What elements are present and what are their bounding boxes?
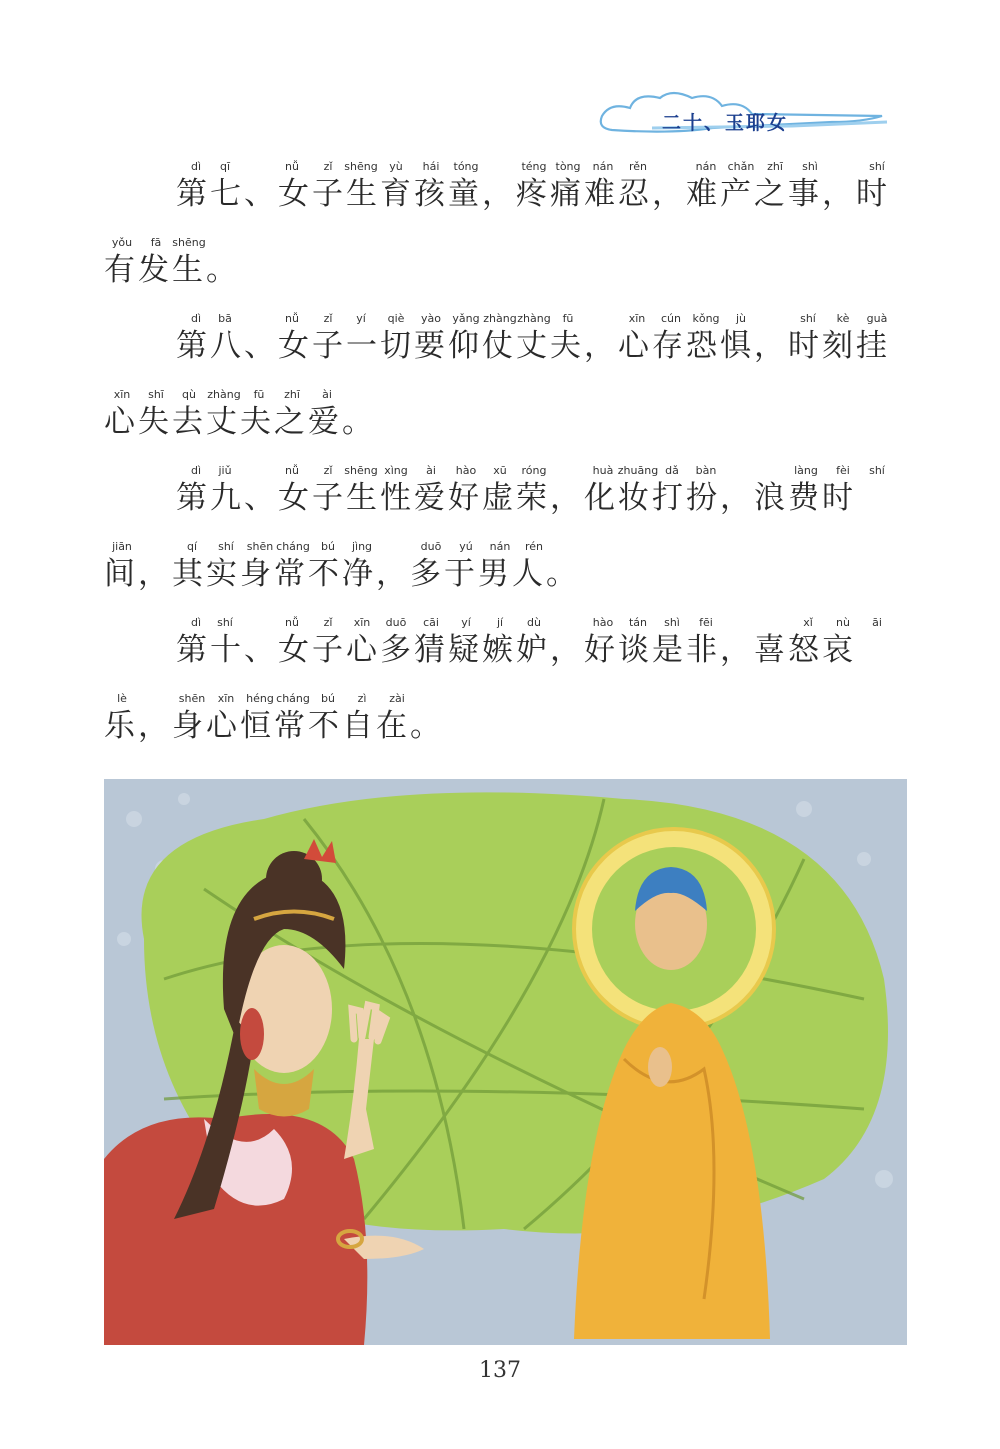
hanzi-line: 心失去丈夫之爱。	[104, 404, 376, 440]
pinyin-syllable: shēng	[344, 464, 378, 477]
pinyin-syllable: kè	[836, 312, 850, 325]
pinyin-syllable: guà	[866, 312, 888, 325]
pinyin-syllable: rěn	[628, 160, 648, 173]
pinyin-syllable: nán	[695, 160, 717, 173]
text-line	[0, 540, 1000, 600]
pinyin-syllable: shēn	[178, 692, 206, 705]
text-line	[0, 160, 1000, 220]
pinyin-syllable: shī	[148, 388, 164, 401]
pinyin-syllable: dǎ	[665, 464, 679, 477]
pinyin-syllable: qī	[219, 160, 231, 173]
chapter-title: 二十、玉耶女	[662, 112, 789, 134]
pinyin-syllable: shí	[218, 540, 234, 553]
pinyin-syllable: shí	[217, 616, 233, 629]
pinyin-syllable: làng	[794, 464, 818, 477]
pinyin-syllable: qù	[182, 388, 196, 401]
pinyin-syllable: jù	[735, 312, 747, 325]
pinyin-syllable: rén	[524, 540, 544, 553]
pinyin-syllable: zì	[357, 692, 367, 705]
pinyin-syllable: zǐ	[323, 312, 333, 325]
pinyin-syllable: jìng	[351, 540, 373, 553]
pinyin-syllable: yí	[356, 312, 366, 325]
illustration	[104, 779, 907, 1345]
pinyin-syllable: zhàng	[517, 312, 551, 325]
pinyin-syllable: xǐ	[803, 616, 813, 629]
pinyin-syllable: shēng	[344, 160, 378, 173]
pinyin-syllable: bú	[321, 692, 335, 705]
pinyin-syllable: jiǔ	[218, 464, 232, 477]
pinyin-syllable: tòng	[555, 160, 581, 173]
pinyin-syllable: dì	[190, 160, 202, 173]
pinyin-syllable: héng	[246, 692, 274, 705]
pinyin-syllable: shí	[800, 312, 816, 325]
pinyin-syllable: xīn	[113, 388, 131, 401]
pinyin-syllable: bā	[218, 312, 232, 325]
text-line	[0, 312, 1000, 372]
pinyin-syllable: yǎng	[452, 312, 480, 325]
pinyin-syllable: qí	[186, 540, 198, 553]
pinyin-syllable: hào	[455, 464, 477, 477]
pinyin-syllable: qiè	[387, 312, 405, 325]
pinyin-syllable: zhī	[767, 160, 783, 173]
hanzi-line: 间，其实身常不净，多于男人。	[104, 556, 580, 592]
hanzi-line: 乐，身心恒常不自在。	[104, 708, 444, 744]
pinyin-syllable: fū	[253, 388, 265, 401]
pinyin-syllable: shēng	[172, 236, 206, 249]
pinyin-syllable: jí	[496, 616, 504, 629]
pinyin-syllable: zhàng	[483, 312, 517, 325]
pinyin-syllable: duō	[385, 616, 407, 629]
pinyin-syllable: dì	[190, 464, 202, 477]
pinyin-syllable: yǒu	[111, 236, 133, 249]
pinyin-syllable: nù	[836, 616, 850, 629]
text-line	[0, 616, 1000, 676]
pinyin-syllable: shí	[869, 464, 885, 477]
hanzi-line: 第九、女子生性爱好虚荣，化妆打扮，浪费时	[176, 480, 856, 516]
pinyin-syllable: zhī	[284, 388, 300, 401]
pinyin-syllable: kǒng	[692, 312, 720, 325]
pinyin-syllable: yù	[389, 160, 403, 173]
pinyin-syllable: jiān	[112, 540, 132, 553]
pinyin-syllable: xìng	[384, 464, 408, 477]
pinyin-syllable: fū	[562, 312, 574, 325]
pinyin-syllable: ài	[426, 464, 436, 477]
pinyin-syllable: cháng	[276, 692, 310, 705]
text-line	[0, 388, 1000, 448]
pinyin-syllable: nǚ	[285, 312, 299, 325]
pinyin-syllable: chǎn	[727, 160, 755, 173]
pinyin-syllable: fèi	[836, 464, 850, 477]
pinyin-syllable: zǐ	[323, 464, 333, 477]
pinyin-syllable: duō	[420, 540, 442, 553]
pinyin-syllable: dì	[190, 616, 202, 629]
pinyin-syllable: cāi	[423, 616, 439, 629]
pinyin-syllable: fēi	[699, 616, 713, 629]
hanzi-line: 有发生。	[104, 252, 240, 288]
pinyin-syllable: shēn	[246, 540, 274, 553]
pinyin-syllable: xīn	[628, 312, 646, 325]
text-line	[0, 464, 1000, 524]
hanzi-line: 第八、女子一切要仰仗丈夫，心存恐惧，时刻挂	[176, 328, 890, 364]
pinyin-syllable: huà	[592, 464, 614, 477]
pinyin-syllable: cháng	[276, 540, 310, 553]
page-number: 137	[479, 1358, 521, 1383]
pinyin-syllable: hào	[592, 616, 614, 629]
pinyin-syllable: xīn	[217, 692, 235, 705]
pinyin-syllable: dù	[527, 616, 541, 629]
pinyin-syllable: shí	[869, 160, 885, 173]
pinyin-syllable: yào	[421, 312, 441, 325]
pinyin-syllable: bàn	[695, 464, 717, 477]
pinyin-syllable: xū	[493, 464, 507, 477]
pinyin-syllable: zài	[389, 692, 405, 705]
pinyin-syllable: nán	[592, 160, 614, 173]
pinyin-syllable: lè	[117, 692, 127, 705]
pinyin-syllable: xīn	[353, 616, 371, 629]
pinyin-syllable: nǚ	[285, 160, 299, 173]
pinyin-syllable: nǚ	[285, 616, 299, 629]
pinyin-syllable: hái	[422, 160, 440, 173]
text-line	[0, 236, 1000, 296]
pinyin-syllable: bú	[321, 540, 335, 553]
pinyin-syllable: fā	[150, 236, 162, 249]
pinyin-syllable: ài	[322, 388, 332, 401]
pinyin-syllable: tóng	[453, 160, 479, 173]
pinyin-syllable: dì	[190, 312, 202, 325]
pinyin-syllable: nǚ	[285, 464, 299, 477]
hanzi-line: 第十、女子心多猜疑嫉妒，好谈是非，喜怒哀	[176, 632, 856, 668]
pinyin-syllable: nán	[489, 540, 511, 553]
text-line	[0, 692, 1000, 752]
pinyin-syllable: róng	[521, 464, 547, 477]
hanzi-line: 第七、女子生育孩童，疼痛难忍，难产之事，时	[176, 176, 890, 212]
pinyin-syllable: zǐ	[323, 616, 333, 629]
pinyin-syllable: āi	[872, 616, 882, 629]
pinyin-syllable: téng	[521, 160, 547, 173]
pinyin-syllable: zhàng	[207, 388, 241, 401]
pinyin-syllable: tán	[628, 616, 648, 629]
pinyin-syllable: yí	[461, 616, 471, 629]
pinyin-syllable: shì	[802, 160, 818, 173]
pinyin-syllable: cún	[661, 312, 681, 325]
pinyin-syllable: zhuāng	[617, 464, 659, 477]
pinyin-syllable: yú	[459, 540, 473, 553]
pinyin-syllable: shì	[664, 616, 680, 629]
pinyin-syllable: zǐ	[323, 160, 333, 173]
